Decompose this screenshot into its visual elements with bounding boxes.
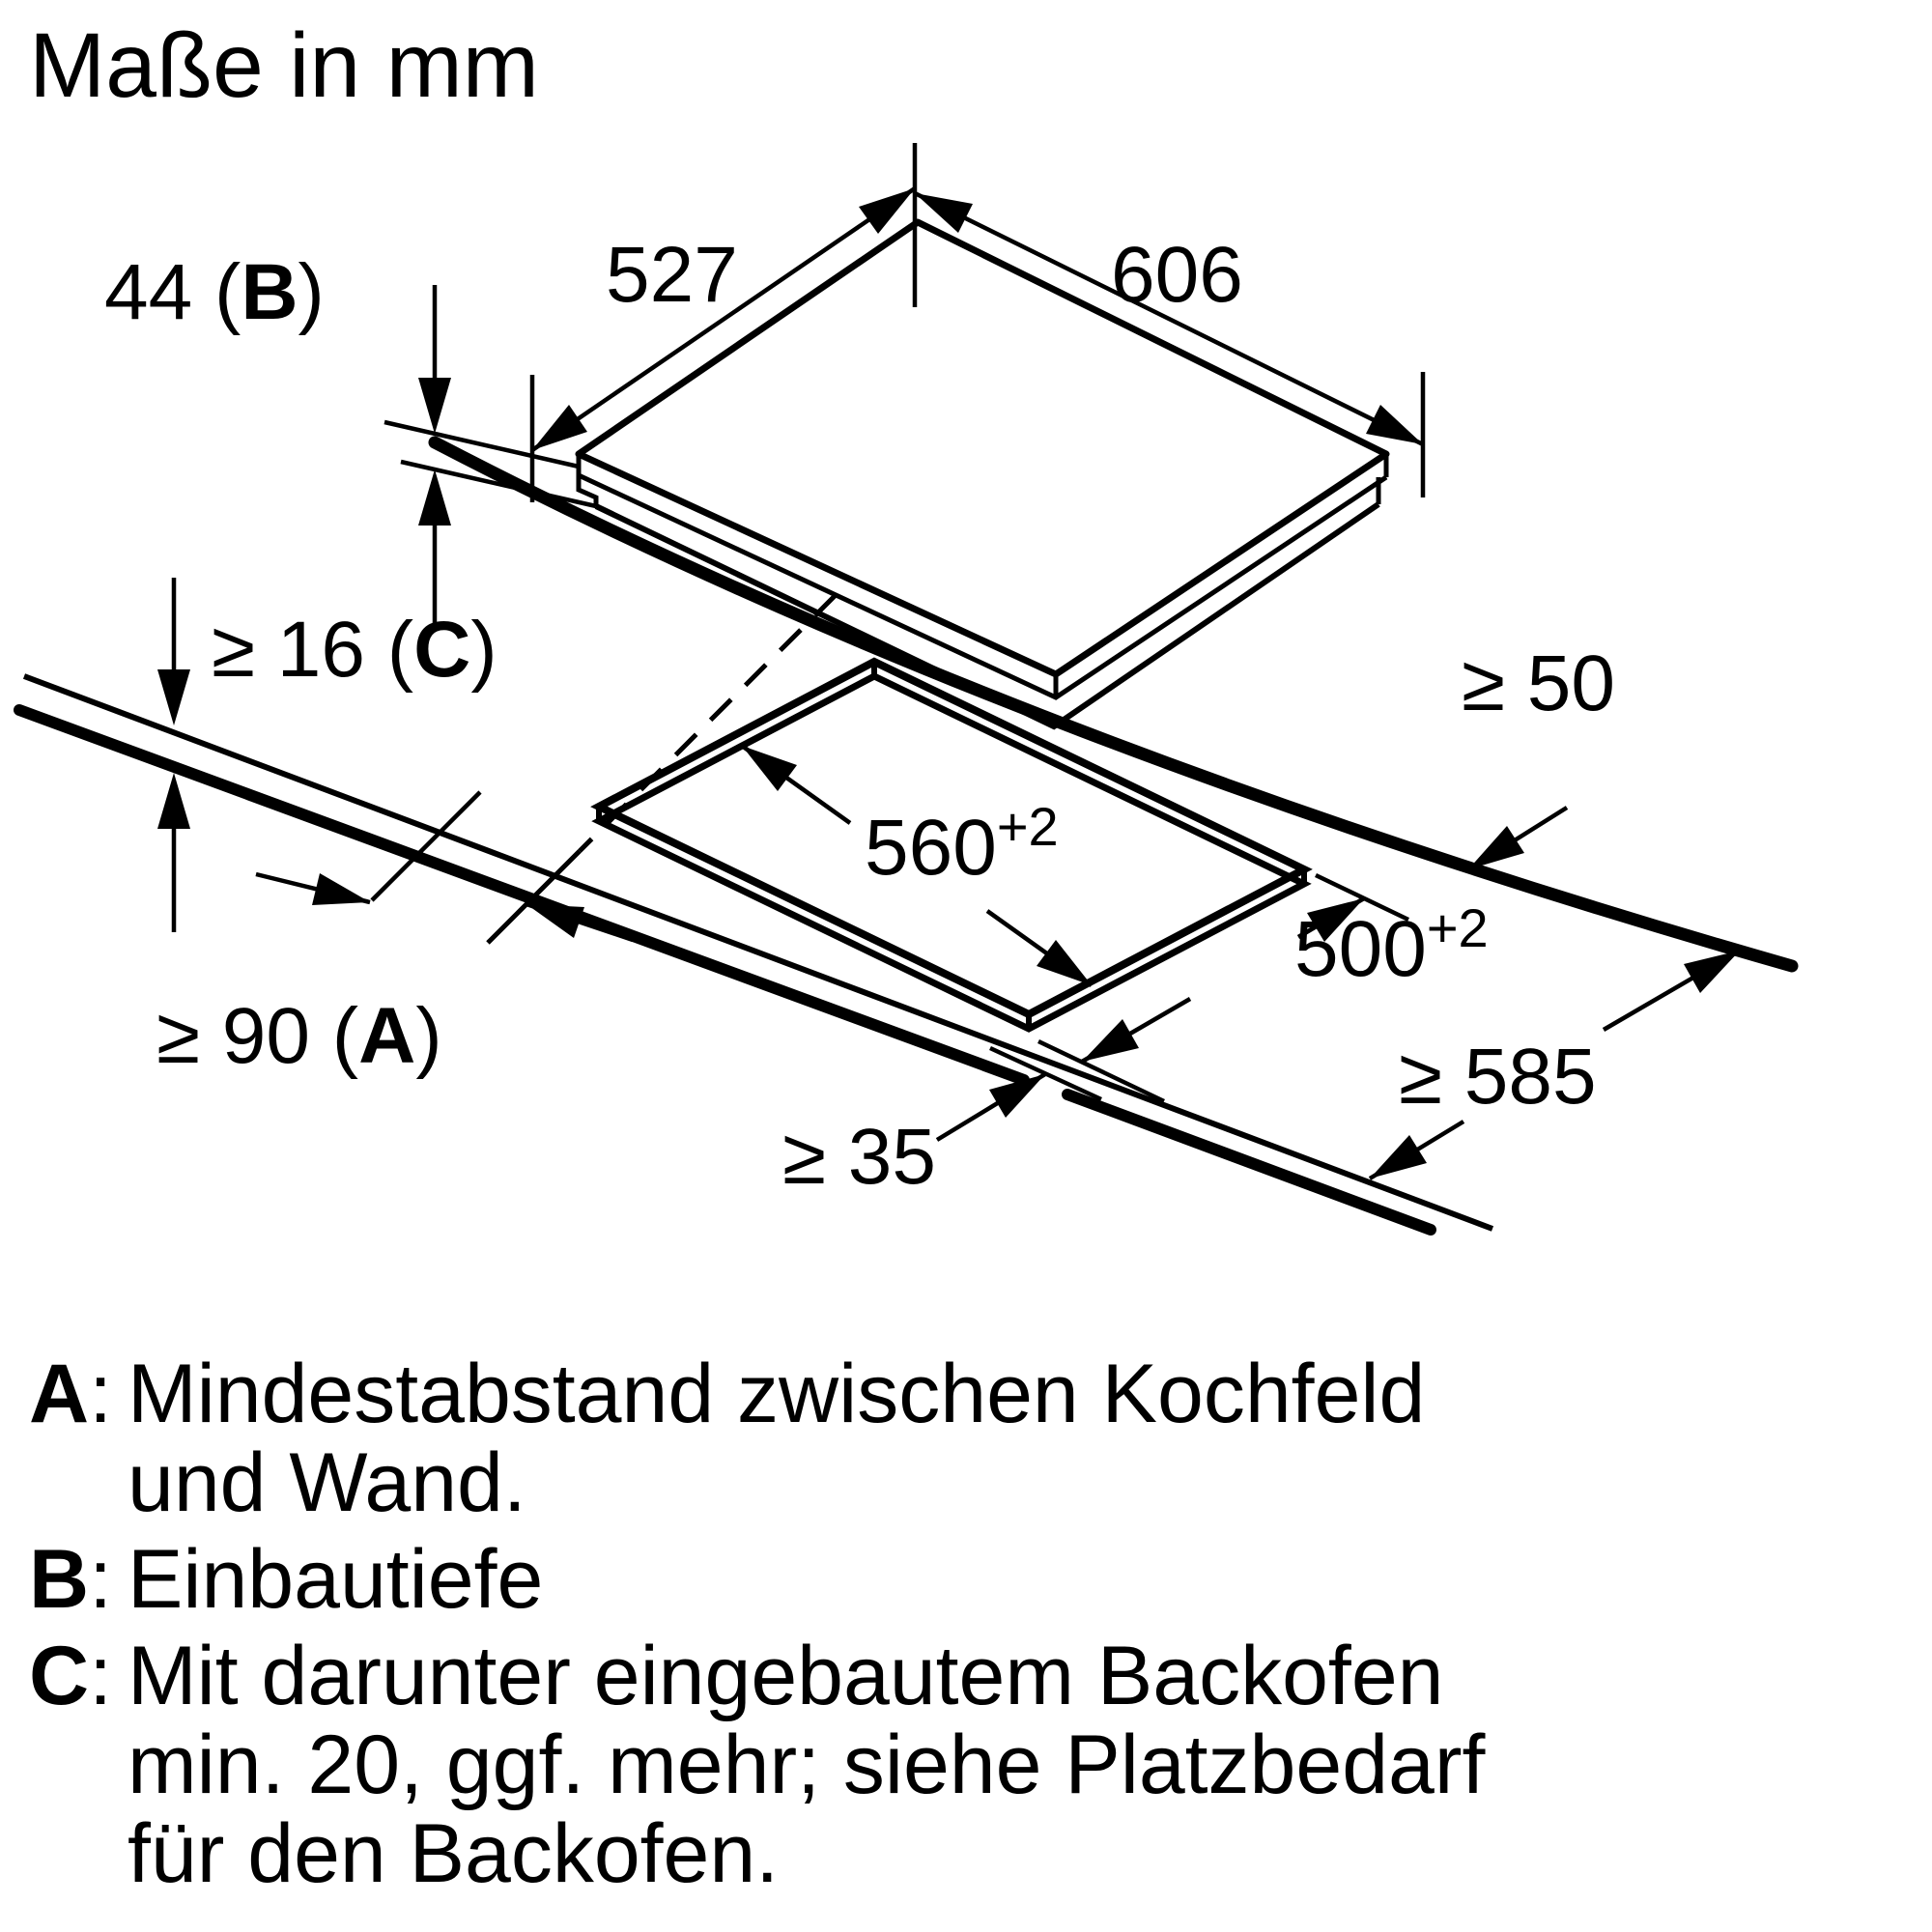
legend-line-b1: B: Einbautiefe (29, 1533, 544, 1626)
dim-label-50: ≥ 50 (1462, 639, 1615, 727)
legend-line-c1: C: Mit darunter eingebautem Backofen (29, 1630, 1444, 1722)
legend-line-a2: und Wand. (128, 1436, 526, 1529)
arrowhead-icon (312, 873, 370, 905)
dim-label-585: ≥ 585 (1399, 1033, 1597, 1121)
arrowhead-icon (1366, 405, 1423, 444)
legend-line-a1: A: Mindestabstand zwischen Kochfeld (29, 1348, 1426, 1440)
dim-label-35: ≥ 35 (782, 1113, 936, 1201)
dim-front-web-35 (782, 1048, 1101, 1201)
arrowhead-icon (532, 405, 587, 450)
dim-label-16C: ≥ 16 (C) (212, 606, 497, 694)
legend-line-c3: für den Backofen. (128, 1807, 780, 1900)
dim-cutout-width-560 (742, 746, 1092, 985)
arrowhead-icon (1037, 940, 1092, 985)
dim-hob-height-44 (104, 248, 596, 623)
dim-side-clearance-90 (156, 792, 633, 1080)
dim-label-500: $500^{+2}$ (1294, 897, 1489, 993)
page-title: Maße in mm (29, 14, 539, 117)
arrowhead-icon (1370, 1135, 1427, 1179)
arrowhead-icon (1468, 826, 1524, 869)
arrowhead-icon (526, 904, 584, 938)
dim-label-527: 527 (606, 231, 738, 319)
dim-label-90A: ≥ 90 (A) (156, 992, 442, 1080)
dim-label-560: $560^{+2}$ (865, 796, 1059, 892)
arrowhead-icon (418, 469, 451, 526)
arrowhead-icon (418, 378, 451, 434)
legend (29, 1348, 1487, 1900)
dim-label-44B: 44 (B) (104, 248, 325, 336)
arrowhead-icon (1082, 1019, 1139, 1062)
arrowhead-icon (157, 773, 190, 829)
arrowhead-icon (1684, 951, 1740, 993)
arrowhead-icon (742, 746, 797, 791)
legend-line-c2: min. 20, ggf. mehr; siehe Platzbedarf (128, 1719, 1486, 1811)
dim-rear-clearance-50 (1462, 639, 1615, 869)
arrowhead-icon (157, 669, 190, 725)
dim-label-606: 606 (1111, 231, 1243, 319)
